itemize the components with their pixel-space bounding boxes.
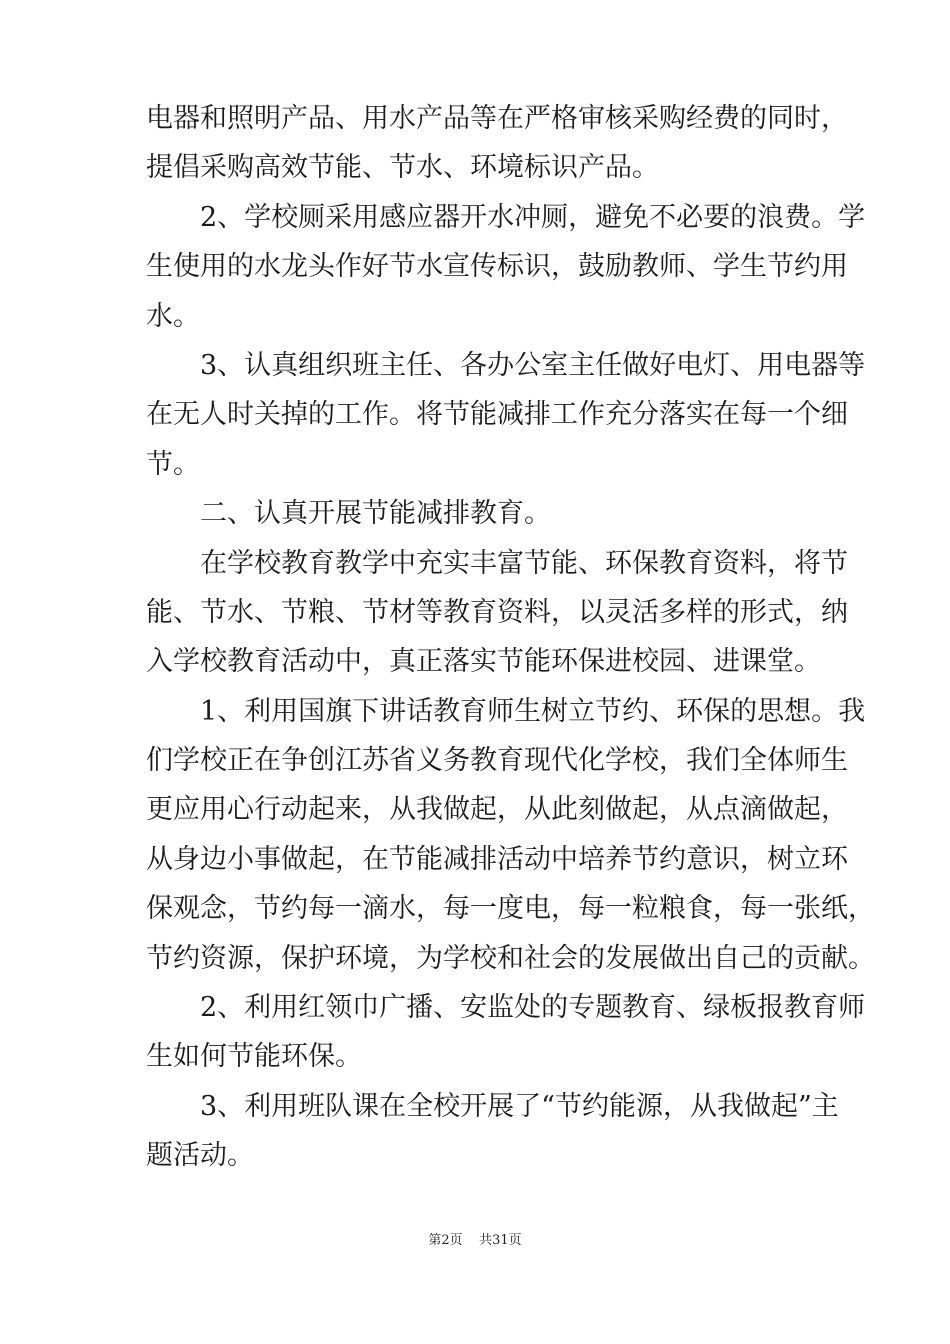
text-line: 3、认真组织班主任、各办公室主任做好电灯、用电器等 — [146, 349, 866, 381]
text-line: 2、学校厕采用感应器开水冲厕，避免不必要的浪费。学 — [146, 201, 866, 233]
page-total: 共31页 — [479, 1233, 522, 1248]
text-line: 在学校教育教学中充实丰富节能、环保教育资料，将节 — [146, 547, 848, 579]
text-line: 1、利用国旗下讲话教育师生树立节约、环保的思想。我 — [146, 695, 866, 727]
text-line: 节。 — [146, 448, 200, 480]
text-line: 能、节水、节粮、节材等教育资料，以灵活多样的形式，纳 — [146, 596, 848, 628]
text-line: 在无人时关掉的工作。将节能减排工作充分落实在每一个细 — [146, 399, 848, 431]
text-line: 水。 — [146, 300, 200, 332]
page-footer — [0, 1232, 950, 1250]
text-line: 保观念，节约每一滴水，每一度电，每一粒粮食，每一张纸， — [146, 893, 875, 925]
text-line: 3、利用班队课在全校开展了“节约能源，从我做起”主 — [146, 1090, 839, 1122]
text-line: 从身边小事做起，在节能减排活动中培养节约意识，树立环 — [146, 843, 848, 875]
page-number: 第2页 — [428, 1233, 463, 1248]
text-line: 2、利用红领巾广播、安监处的专题教育、绿板报教育师 — [146, 992, 866, 1024]
text-line: 生使用的水龙头作好节水宣传标识，鼓励教师、学生节约用 — [146, 251, 848, 283]
text-line: 们学校正在争创江苏省义务教育现代化学校，我们全体师生 — [146, 745, 848, 777]
text-line: 节约资源，保护环境，为学校和社会的发展做出自己的贡献。 — [146, 942, 875, 974]
text-line: 入学校教育活动中，真正落实节能环保进校园、进课堂。 — [146, 646, 821, 678]
section-heading: 二、认真开展节能减排教育。 — [146, 498, 551, 530]
text-line: 题活动。 — [146, 1140, 254, 1172]
text-line: 电器和照明产品、用水产品等在严格审核采购经费的同时， — [146, 103, 848, 134]
text-line: 提倡采购高效节能、节水、环境标识产品。 — [146, 152, 659, 184]
text-line: 生如何节能环保。 — [146, 1041, 362, 1073]
text-line: 更应用心行动起来，从我做起，从此刻做起，从点滴做起， — [146, 794, 848, 826]
document-body — [146, 94, 875, 1181]
